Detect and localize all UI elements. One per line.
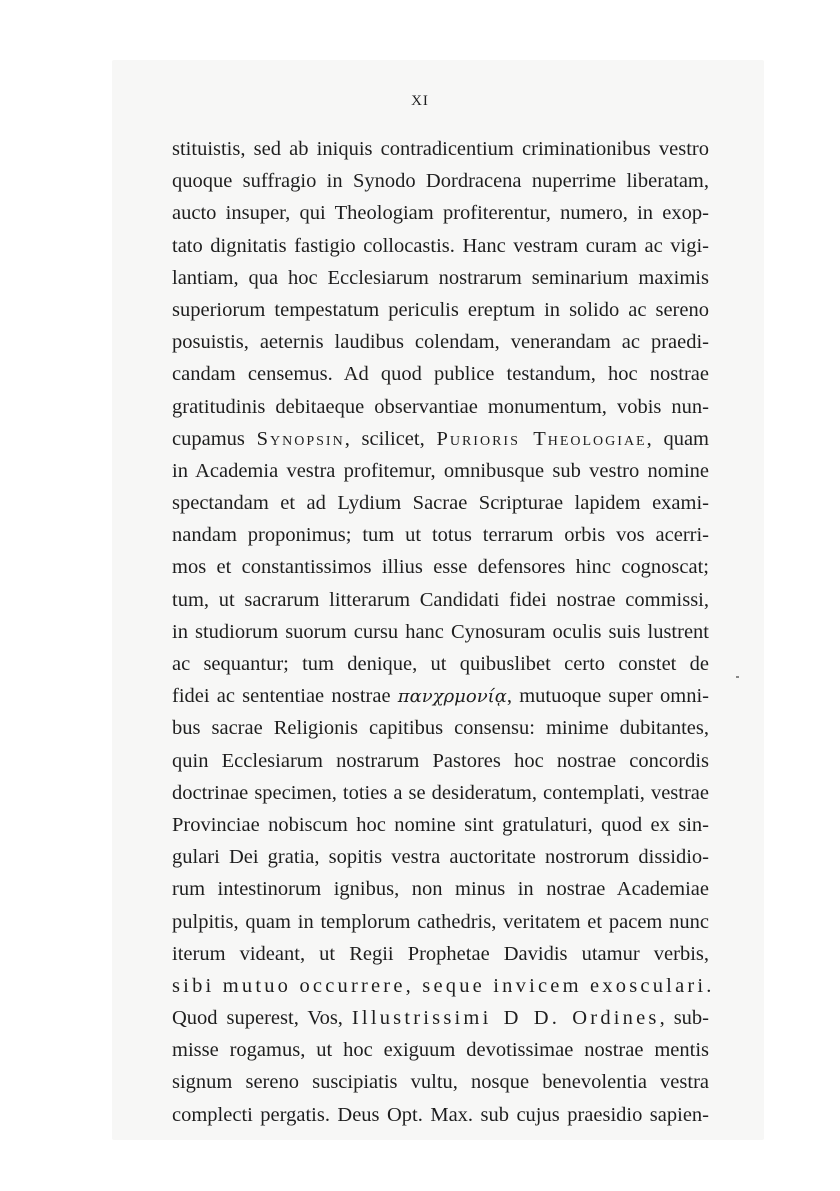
book-title-theologiae: Purioris Theologiae xyxy=(436,427,647,450)
text-line-with-title xyxy=(172,423,709,455)
text-line: candam censemus. Ad quod publice testandum, hoc nostrae xyxy=(172,363,709,386)
text-line-with-greek xyxy=(172,680,709,712)
text-segment: Quod superest, Vos, xyxy=(172,1007,352,1030)
text-line: lantiam, qua hoc Ecclesiarum nostrarum seminarium maximis xyxy=(172,266,709,289)
text-segment: , scilicet, xyxy=(344,427,437,450)
text-segment: , sub- xyxy=(659,1007,710,1030)
text-line: mos et constantissimos illius esse defensores hinc cognoscat; xyxy=(172,556,709,579)
text-line: bus sacrae Religionis capitibus consensu: minime dubitantes, xyxy=(172,717,709,740)
body-text xyxy=(172,133,715,1131)
text-line: in Academia vestra profitemur, omnibusque sub vestro nomine xyxy=(172,459,709,482)
text-line: gratitudinis debitaeque observantiae monumentum, vobis nun- xyxy=(172,395,709,418)
text-line: Provinciae nobiscum hoc nomine sint gratulaturi, quod ex sin- xyxy=(172,813,709,836)
text-line: posuistis, aeternis laudibus colendam, venerandam ac praedi- xyxy=(172,331,709,354)
text-line: tato dignitatis fastigio collocastis. Hanc vestram curam ac vigi- xyxy=(172,234,709,257)
book-title-synopsis: Synopsin xyxy=(256,427,345,450)
text-line: spectandam et ad Lydium Sacrae Scripturae lapidem exami- xyxy=(172,492,709,515)
text-line: misse rogamus, ut hoc exiguum devotissimae nostrae mentis xyxy=(172,1039,709,1062)
text-line: signum sereno suscipiatis vultu, nosque benevolentia vestra xyxy=(172,1071,709,1094)
print-speck xyxy=(736,676,739,678)
text-line-with-address xyxy=(172,1002,709,1034)
page-number: XI xyxy=(411,93,429,109)
text-segment: , mutuoque super omni- xyxy=(506,685,709,708)
text-line: rum intestinorum ignibus, non minus in nostrae Academiae xyxy=(172,878,709,901)
text-line: quoque suffragio in Synodo Dordracena nuperrime liberatam, xyxy=(172,170,709,193)
text-line: doctrinae specimen, toties a se desideratum, contemplati, vestrae xyxy=(172,781,709,804)
text-line: pulpitis, quam in templorum cathedris, veritatem et pacem nunc xyxy=(172,910,709,933)
spaced-quotation-line: sibi mutuo occurrere, seque invicem exosculari. xyxy=(172,974,715,997)
text-line: stituistis, sed ab iniquis contradicentium criminationibus vestro xyxy=(172,138,709,160)
text-line: aucto insuper, qui Theologiam profiterentur, numero, in exop- xyxy=(172,202,709,225)
text-line: tum, ut sacrarum litterarum Candidati fidei nostrae commissi, xyxy=(172,588,709,611)
text-line: nandam proponimus; tum ut totus terrarum orbis vos acerri- xyxy=(172,524,709,547)
text-line: in studiorum suorum cursu hanc Cynosuram oculis suis lustrent xyxy=(172,620,709,643)
text-line: quin Ecclesiarum nostrarum Pastores hoc nostrae concordis xyxy=(172,749,709,772)
greek-word: πανχρμονίᾳ xyxy=(397,686,507,708)
text-segment: cupamus xyxy=(172,427,257,450)
text-line: superiorum tempestatum periculis ereptum in solido ac sereno xyxy=(172,298,709,321)
text-line: ac sequantur; tum denique, ut quibuslibet certo constet de xyxy=(172,653,709,675)
text-segment: fidei ac sententiae nostrae xyxy=(172,685,398,708)
text-line: iterum videant, ut Regii Prophetae Davidis utamur verbis, xyxy=(172,942,709,965)
spaced-address: Illustrissimi D D. Ordines xyxy=(351,1007,660,1030)
text-line: complecti pergatis. Deus Opt. Max. sub cujus praesidio sapien- xyxy=(172,1103,709,1126)
text-segment: , quam xyxy=(646,427,710,450)
text-line: gulari Dei gratia, sopitis vestra auctoritate nostrorum dissidio- xyxy=(172,846,709,869)
